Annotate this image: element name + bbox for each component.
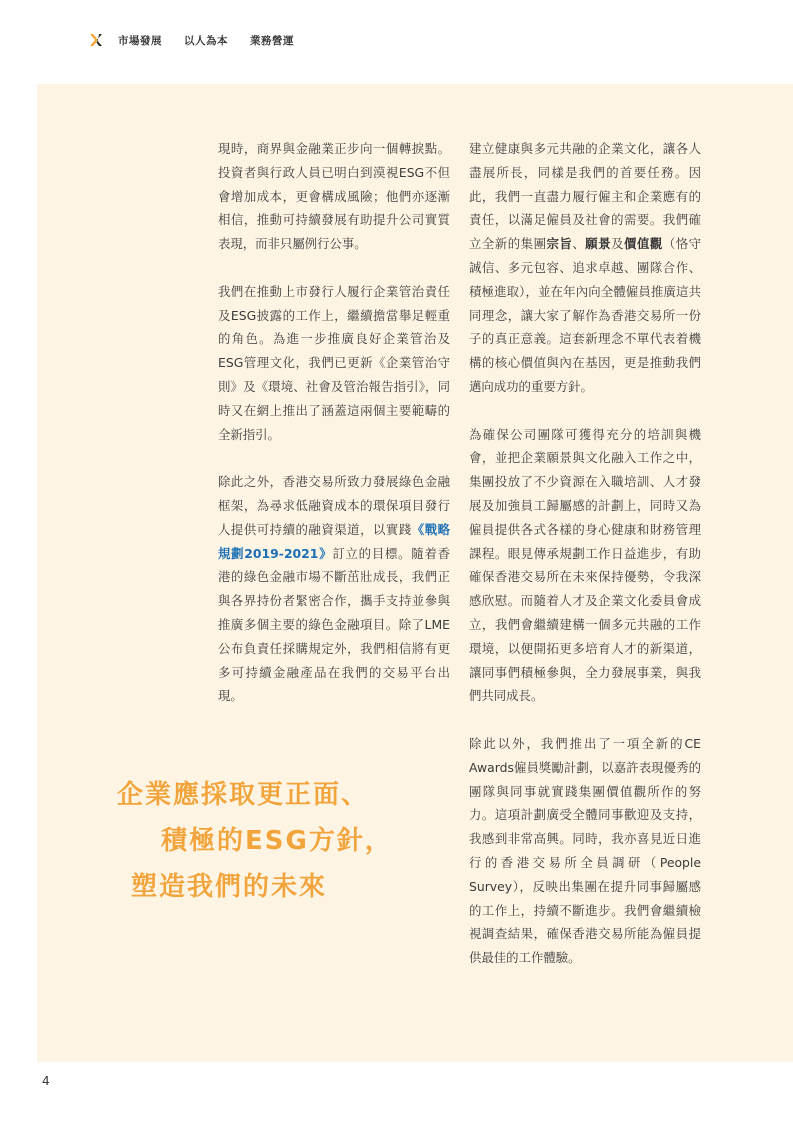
right-paragraph-1-text-b: （恪守誠信、多元包容、追求卓越、團隊合作、積極進取），並在年內向全體僱員推廣這共同理念，讓大家了解作為香港交易所一份子的真正意義。這套新理念不單代表着機構的核心價值與內在基因，更是推動我們邁向成功的重要方針。 [469, 236, 702, 394]
pull-quote-line-3: 塑造我們的未來 [131, 872, 328, 902]
separator: 、 [572, 236, 586, 252]
conjunction: 及 [611, 236, 625, 252]
left-paragraph-3-text-b: 訂立的目標。隨着香港的綠色金融市場不斷茁壯成長，我們正與各界持份者緊密合作，攜手支持並參與推廣多個主要的綠色金融項目。除了LME公布負責任採購規定外，我們相信將有更多可持續金融產品在我們的交易平台出現。 [218, 545, 450, 704]
right-paragraph-1 [469, 137, 701, 399]
left-paragraph-1: 現時，商界與金融業正步向一個轉捩點。投資者與行政人員已明白到漠視ESG不但會增加成本，更會構成風險；他們亦逐漸相信，推動可持續發展有助提升公司實質表現，而非只屬例行公事。 [218, 141, 450, 252]
page-header [88, 30, 302, 50]
header-crumb-market-development: 市場發展 [118, 34, 162, 47]
header-crumb-people-first: 以人為本 [184, 34, 228, 47]
values-term: 價值觀 [624, 236, 663, 252]
left-paragraph-3-text-a: 除此之外，香港交易所致力發展綠色金融框架，為尋求低融資成本的環保項目發行人提供可持續的融資渠道，以實踐 [218, 474, 450, 537]
hkex-x-logo-icon [88, 32, 104, 48]
pull-quote-line-2: 積極的ESG方針， [161, 826, 393, 856]
vision-term: 願景 [585, 236, 612, 252]
right-paragraph-3: 除此以外，我們推出了一項全新的CE Awards僱員獎勵計劃，以嘉許表現優秀的團隊與同事就實踐集團價值觀所作的努力。這項計劃廣受全體同事歡迎及支持，我感到非常高興。同時，我亦喜見近日進行的香港交易所全員調研（People Survey），反映出集團在提升同事歸屬感的工作上，持續不斷進步。我們會繼續檢視調查結果，確保香港交易所能為僱員提供最佳的工作體驗。 [469, 735, 701, 966]
strategic-plan-link[interactable]: 《戰略規劃2019-2021》 [218, 521, 451, 561]
right-column [469, 137, 701, 970]
right-paragraph-2: 為確保公司團隊可獲得充分的培訓與機會，並把企業願景與文化融入工作之中，集團投放了不少資源在入職培訓、人才發展及加強員工歸屬感的計劃上，同時又為僱員提供各式各樣的身心健康和財務管理課程。眼見傳承規劃工作日益進步，有助確保香港交易所在未來保持優勢，令我深感欣慰。而隨着人才及企業文化委員會成立，我們會繼續建構一個多元共融的工作環境，以便開拓更多培育人才的新渠道，讓同事們積極參與，全力發展事業，與我們共同成長。 [469, 426, 701, 704]
header-crumb-operations: 業務營運 [250, 34, 294, 47]
pull-quote [117, 772, 447, 910]
right-paragraph-1-text-a: 建立健康與多元共融的企業文化，讓各人盡展所長，同樣是我們的首要任務。因此，我們一直盡力履行僱主和企業應有的責任，以滿足僱員及社會的需要。我們確立全新的集團 [469, 141, 701, 252]
left-paragraph-3 [218, 470, 450, 708]
pull-quote-line-1: 企業應採取更正面、 [117, 780, 370, 810]
purpose-term: 宗旨 [546, 236, 573, 252]
page-number: 4 [42, 1074, 50, 1088]
left-column [218, 137, 450, 708]
content-panel [37, 84, 793, 1062]
left-paragraph-2: 我們在推動上市發行人履行企業管治責任及ESG披露的工作上，繼續擔當舉足輕重的角色。為進一步推廣良好企業管治及ESG管理文化，我們已更新《企業管治守則》及《環境、社會及管治報告指引》，同時又在網上推出了涵蓋這兩個主要範疇的全新指引。 [218, 283, 450, 442]
